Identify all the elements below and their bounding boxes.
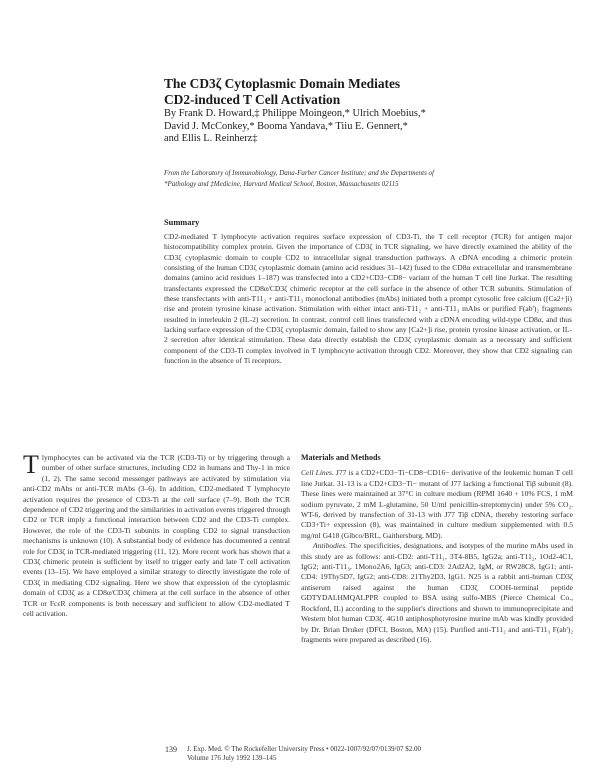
antibodies-text: The specificities, designations, and isotypes of the murine mAbs used in this study are as follows: anti-CD2: anti-T11₁, 3T4-8B5, IgG2a; anti-T11₂, 1Od2-4C1, IgG2; anti-T11₃, 1Mono2A6, IgG3; anti-CD3: 2Ad2A2, IgM, or RW28C8, IgG1; anti-CD4: 19Thy5D7, IgG2; anti-CD8: 21Thy2D3, IgG1. N25 is a rabbit anti-human CD3ζ antiserum raised against the human CD3ζ COOH-terminal peptide GDTYDALHMQALPPR coupled to BSA using sulfo-MBS (Pierce Chemical Co., Rockford, IL) according to the supplier's directions and shown to immunoprecipitate and Western blot human CD3ζ. 4G10 antiphosphotyrosine murine mAb was kindly provided by Dr. Brian Druker (DFCI, Boston, MA) (15). Purified anti-T11₂ and anti-T11₃ F(ab')₂ fragments were prepared as described (16). bbox=[301, 541, 573, 644]
summary-text: CD2-mediated T lymphocyte activation requires surface expression of CD3-Ti, the T cell receptor (TCR) for antigen major histocompatibility complex protein. Given the importance of CD3ζ in TCR signaling, we have directly examined the ability of the CD3ζ cytoplasmic domain to couple CD2 to intracellular signal transduction pathways. A cDNA encoding a chimeric protein consisting of the human CD3ζ cytoplasmic domain (amino acid residues 31–142) fused to the CD8α extracellular and transmembrane domains (amino acid residues 1–187) was transfected into a CD2+CD3−CD8− variant of the human T cell line Jurkat. The resulting transfectants expressed the CD8α/CD3ζ chimeric receptor at the cell surface in the absence of other TCR subunits. Stimulation of these transfectants with anti-T11₂ + anti-T11₃ monoclonal antibodies (mAbs) initiated both a prompt cytosolic free calcium ([Ca2+]i) rise and protein tyrosine kinase activation. Stimulation with either intact anti-T11₂ + anti-T11₃ mAbs or purified F(ab')₂ fragments resulted in interleukin 2 (IL-2) secretion. In contrast, control cell lines transfected with a cDNA encoding wild-type CD8α, and thus lacking surface expression of the CD3ζ cytoplasmic domain, failed to show any [Ca2+]i rise, protein tyrosine kinase activation, or IL-2 secretion after identical stimulation. These data directly establish the CD3ζ cytoplasmic domain as a necessary and sufficient component of the CD3-Ti complex involved in T lymphocyte activation through CD2. Moreover, they show that CD2 signaling can function in the absence of Ti receptors. bbox=[164, 232, 572, 366]
introduction-column bbox=[23, 450, 290, 620]
methods-heading: Materials and Methods bbox=[301, 453, 381, 462]
authors-line-2: David J. McConkey,* Booma Yandava,* Tiiu E. Gennert,* bbox=[164, 120, 408, 132]
drop-cap: T bbox=[23, 450, 39, 479]
article-title bbox=[164, 76, 564, 108]
author-list bbox=[164, 108, 574, 146]
summary-heading: Summary bbox=[164, 218, 200, 227]
cell-lines-text: J77 is a CD2+CD3−Ti−CD8−CD16− derivative of the leukemic human T cell line Jurkat. 31-13 is a CD2+CD3−Ti− mutant of J77 lacking a functional Tiβ subunit (8). These lines were maintained at 37°C in culture medium (RPMI 1640 + 10% FCS, 1 mM sodium pyruvate, 2 mM L-glutamine, 50 U/ml penicillin-streptomycin) under 5% CO₂. WT-6, derived by transfection of 31-13 with J77 Tiβ cDNA, thereby restoring surface CD3+Ti+ expression (8), was maintained in culture medium supplemented with 0.5 mg/ml G418 (Gibco/BRL, Gaithersburg, MD). bbox=[301, 468, 573, 540]
cell-lines-label: Cell Lines. bbox=[301, 468, 334, 478]
affiliation-line-1: From the Laboratory of Immunobiology, Dana-Farber Cancer Institute; and the Departments of bbox=[164, 169, 434, 177]
methods-paragraph-cell-lines bbox=[301, 468, 573, 541]
title-line-2: CD2-induced T Cell Activation bbox=[164, 92, 341, 107]
affiliation-line-2: *Pathology and ‡Medicine, Harvard Medical School, Boston, Massachusetts 02115 bbox=[164, 179, 399, 188]
title-line-1: The CD3ζ Cytoplasmic Domain Mediates bbox=[164, 76, 401, 91]
methods-paragraph-antibodies bbox=[301, 541, 573, 645]
affiliation bbox=[164, 168, 569, 189]
introduction-text: lymphocytes can be activated via the TCR (CD3-Ti) or by triggering through a number of other surface structures, including CD2 in humans and Thy-1 in mice (1, 2). The same second messenger pathways are activated by stimulation via anti-CD2 mAbs or anti-TCR mAbs (3–6). In addition, CD2-mediated T lymphocyte activation requires the presence of CD3-Ti at the cell surface (7–9). Both the TCR dependence of CD2 triggering and the similarities in activation events triggered through CD2 or TCR imply a functional interaction between CD2 and the CD3-Ti complex. However, the role of the CD3-Ti subunits in coupling CD2 to signal transduction mechanisms is unknown (10). A substantial body of evidence has documented a central role for CD3ζ in TCR-mediated triggering (11, 12). More recent work has shown that a CD3ζ chimeric protein is sufficient by itself to trigger early and late T cell activation events (13–15). We have employed a similar strategy to directly investigate the role of CD3ζ in mediating CD2 signaling. Here we show that expression of the cytoplasmic domain of CD3ζ as a CD8α/CD3ζ chimera at the cell surface in the absence of other TCR or FcεR components is both necessary and sufficient to allow CD2-mediated T cell activation. bbox=[23, 453, 290, 619]
methods-column bbox=[301, 453, 573, 645]
authors-line-3: and Ellis L. Reinherz‡ bbox=[164, 133, 258, 145]
volume-info: Volume 176 July 1992 139–145 bbox=[187, 754, 277, 762]
authors-line-1: By Frank D. Howard,‡ Philippe Moingeon,* Ulrich Moebius,* bbox=[164, 108, 426, 119]
journal-citation: J. Exp. Med. © The Rockefeller University Press • 0022-1007/92/07/0139/07 $2.00 bbox=[187, 745, 421, 753]
page-number: 139 bbox=[165, 745, 177, 754]
antibodies-label: Antibodies. bbox=[313, 541, 348, 551]
